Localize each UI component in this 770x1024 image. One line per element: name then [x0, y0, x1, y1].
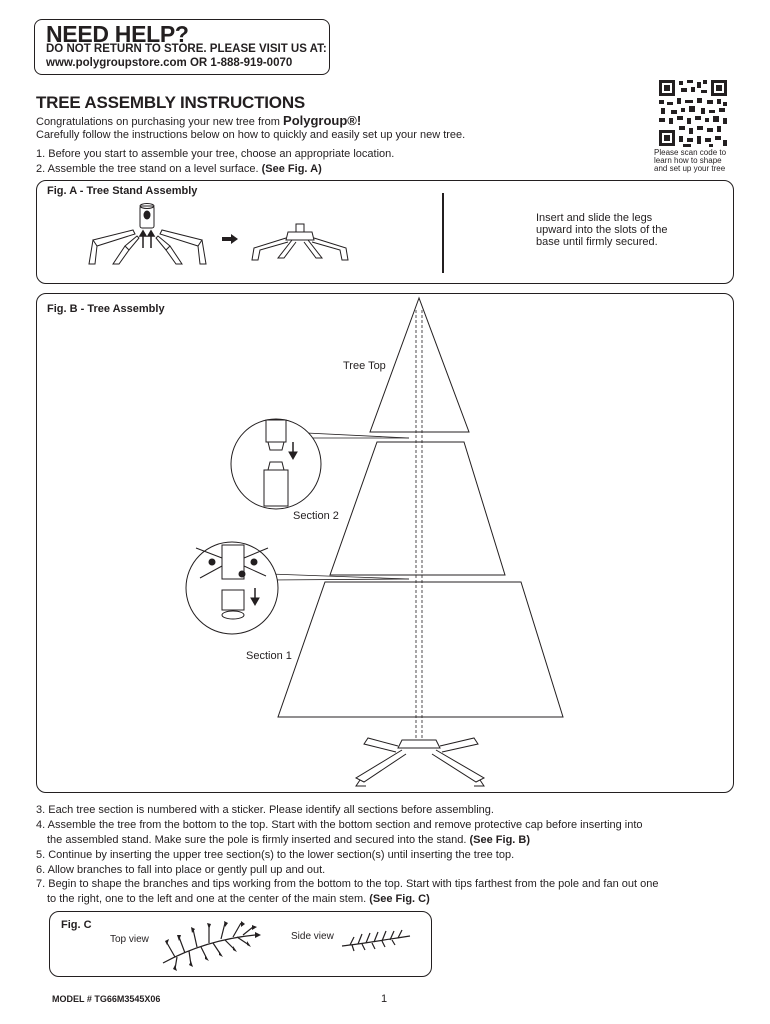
qr-caption-line: Please scan code to — [654, 148, 727, 157]
fig-a-text-line: Insert and slide the legs — [536, 212, 653, 224]
congrats-text: Congratulations on purchasing your new tree from — [36, 116, 284, 128]
step-7: 7. Begin to shape the branches and tips working from the bottom to the top. Start with tips farthest from the pole and fan out one — [36, 878, 659, 890]
step-4: 4. Assemble the tree from the bottom to the top. Start with the bottom section and remove protective cap before inserting into — [36, 819, 643, 831]
page-number: 1 — [381, 993, 388, 1005]
qr-code-icon[interactable] — [657, 78, 729, 148]
brand-name: Polygroup®! — [283, 113, 362, 128]
page-title: TREE ASSEMBLY INSTRUCTIONS — [36, 93, 306, 112]
label-side-view: Side view — [291, 931, 334, 942]
help-return-notice: DO NOT RETURN TO STORE. PLEASE VISIT US AT: — [46, 43, 327, 55]
fig-a-text-line: upward into the slots of the — [536, 224, 668, 236]
fig-b-label: Fig. B - Tree Assembly — [47, 303, 165, 315]
step-7-cont — [47, 893, 430, 905]
step-6: 6. Allow branches to fall into place or gently pull up and out. — [36, 864, 326, 876]
step-2 — [36, 163, 322, 175]
fig-a-instructions — [536, 212, 667, 248]
step-7-text: to the right, one to the left and one at the center of the main stem. — [47, 893, 370, 905]
step-4-cont — [47, 834, 530, 846]
stand-parts-illustration — [85, 200, 210, 272]
step-4-ref: (See Fig. B) — [469, 834, 531, 846]
step-1: 1. Before you start to assemble your tree, choose an appropriate location. — [36, 148, 395, 160]
need-help-title: NEED HELP? — [46, 21, 189, 47]
model-number: MODEL # TG66M3545X06 — [52, 994, 161, 1004]
branch-top-view-illustration — [155, 915, 265, 973]
intro-text: Carefully follow the instructions below on how to quickly and easily set up your new tree. — [36, 129, 466, 141]
qr-caption-line: learn how to shape — [654, 156, 722, 165]
step-7-ref: (See Fig. C) — [369, 893, 430, 905]
label-tree-top: Tree Top — [343, 360, 386, 372]
branch-side-view-illustration — [340, 928, 412, 954]
congrats-line — [36, 113, 361, 128]
qr-caption-line: and set up your tree — [654, 164, 726, 173]
step-5: 5. Continue by inserting the upper tree section(s) to the lower section(s) until inserting the tree top. — [36, 849, 515, 861]
step-2-ref: (See Fig. A) — [261, 163, 322, 175]
step-3: 3. Each tree section is numbered with a sticker. Please identify all sections before assembling. — [36, 804, 494, 816]
arrow-right-icon — [222, 234, 238, 244]
fig-a-text-line: base until firmly secured. — [536, 236, 658, 248]
label-section-2: Section 2 — [293, 510, 339, 522]
step-4-text: the assembled stand. Make sure the pole is firmly inserted and secured into the stand. — [47, 834, 470, 846]
assembled-stand-illustration — [248, 218, 352, 266]
fig-a-label: Fig. A - Tree Stand Assembly — [47, 185, 198, 197]
step-2-text: 2. Assemble the tree stand on a level surface. — [36, 163, 262, 175]
fig-c-label: Fig. C — [61, 919, 92, 931]
fig-a-divider — [442, 193, 444, 273]
label-top-view: Top view — [110, 934, 149, 945]
label-section-1: Section 1 — [246, 650, 292, 662]
help-contact-line[interactable]: www.polygroupstore.com OR 1-888-919-0070 — [46, 57, 293, 69]
qr-caption — [654, 149, 734, 173]
